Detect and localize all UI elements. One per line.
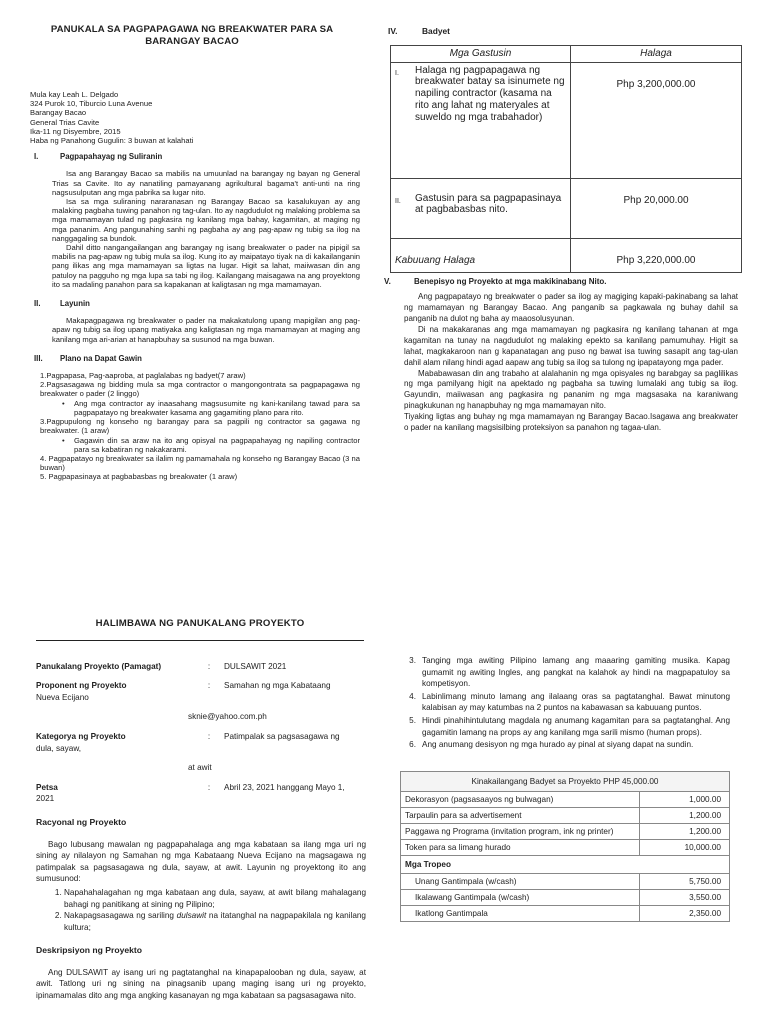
example-title: HALIMBAWA NG PANUKALANG PROYEKTO	[36, 618, 364, 641]
objective-item	[64, 887, 366, 910]
section-title: Plano na Dapat Gawin	[60, 353, 142, 363]
section-heading	[30, 152, 360, 161]
section-body	[30, 316, 360, 344]
budget-amount: 10,000.00	[640, 839, 730, 855]
rule-number: 5.	[409, 715, 416, 725]
section-heading	[30, 299, 360, 308]
budget-row	[391, 62, 742, 178]
budget-total-row	[391, 238, 742, 273]
field-colon: :	[207, 782, 211, 792]
section-heading	[384, 277, 738, 288]
field-label: Petsa	[36, 782, 58, 792]
plan-item: 5. Pagpapasinaya at pagbabasbas ng breakwater (1 araw)	[40, 472, 238, 482]
field-email: sknie@yahoo.com.ph	[188, 712, 267, 722]
budget-category-row	[401, 855, 730, 873]
section-title: Layunin	[60, 299, 90, 309]
field-row	[36, 782, 366, 805]
plan-subitem	[40, 436, 360, 454]
field-label: Proponent ng Proyekto	[36, 681, 127, 691]
proposal-meta	[30, 90, 360, 145]
paragraph: Isa ang Barangay Bacao sa mabilis na umuunlad na barangay ng bayan ng General Trias sa Cavite. Ito ay nanatiling pamayanang agrikultural bagama't anti-unti na ring nagsusulputan ang mga pabrika sa lugar nito.	[52, 169, 360, 197]
paragraph: Di na makakaranas ang mga mamamayan ng pagkasira ng kanilang tahanan at mga kagamitan na tunay na nagdudulot ng malaking epekto sa kanilang pamumuhay. Higit sa lahat, magkakaroon nan g kapanatagan ang puso ng bawat isa tuwing sasapit ang tag-ulan dahil alam nilang hindi agad aapaw ang tubig sa ilog sa tulong ng ipapatayong mga pader.	[404, 324, 738, 367]
field-colon: :	[207, 731, 211, 741]
rule-item	[400, 655, 730, 690]
section-body	[30, 169, 360, 289]
budget-item-text: Gastusin para sa pagpapasinaya at pagbabasbas nito.	[415, 192, 562, 216]
plan-item: 4. Pagpapatayo ng breakwater sa ilalim ng pamamahala ng konseho ng Barangay Bacao (3 na buwan)	[40, 453, 360, 473]
bullet-icon: •	[62, 435, 65, 445]
section-heading	[388, 26, 738, 37]
budget-category: Mga Tropeo	[401, 855, 730, 873]
proposal-title-line: PANUKALA SA PAGPAPAGAWA NG BREAKWATER PARA SA	[50, 24, 334, 35]
budget-total-label: Kabuuang Halaga	[391, 238, 571, 273]
project-budget-table	[400, 771, 730, 922]
plan-item: 2.Pagsasagawa ng bidding mula sa mga contractor o mangongontrata sa pagpapagawa ng breakwater o pader (2 linggo)	[40, 380, 360, 399]
field-colon: :	[207, 661, 211, 671]
budget-col-header: Halaga	[571, 45, 742, 62]
paragraph: Bago lubusang mawalan ng pagpapahalaga ang mga kabataan sa ilang mga uri ng sining ay nilalayon ng Samahan ng mga Kabataang Nueva Ecijano na magsagawa ng patimpalak sa pagsasagawa ng dula, sayaw, at awit. Layunin ng proyektong ito ang sumusunod:	[36, 839, 366, 884]
rule-number: 4.	[409, 691, 416, 701]
rule-number: 6.	[409, 740, 416, 750]
section-number: II.	[34, 299, 41, 309]
rule-text: Tanging mga awiting Pilipino lamang ang maaaring gamiting musika. Kapag gumamit ng awiting Ingles, ang pangkat na kalahok ay hindi na magpapatuloy sa kompetisyon.	[422, 656, 730, 689]
budget-item: Paggawa ng Programa (invitation program, ink ng printer)	[401, 823, 640, 839]
field-label: Panukalang Proyekto (Pamagat)	[36, 661, 162, 671]
description-heading: Deskripsiyon ng Proyekto	[36, 945, 143, 956]
rule-number: 3.	[409, 656, 416, 665]
plan-subitem	[40, 399, 360, 417]
paragraph: Ang DULSAWIT ay isang uri ng pagtatanghal na kinapapalooban ng dula, sayaw, at awit. Tatlong uri ng sining na pinagsanib upang maging isang uri ng proyekto, ipinamamalas dito ang mga angking kasanayan ng mga kabataan sa pagsasagawa nito.	[36, 967, 366, 1001]
section-title: Pagpapahayag ng Suliranin	[60, 152, 163, 162]
objective-text: Napahahalagahan ng mga kabataan ang dula, sayaw, at awit bilang mahalagang bahagi ng panitikang at sining ng Pilipino;	[64, 887, 366, 909]
proposal-title-line: BARANGAY BACAO	[145, 36, 239, 47]
section-number: I.	[34, 152, 39, 162]
budget-item-cell	[391, 178, 571, 238]
objectives-list	[36, 887, 366, 933]
rule-item	[400, 715, 730, 738]
paragraph: Makapagpagawa ng breakwater o pader na makakatulong upang mapigilan ang pag-apaw ng tubig sa ilog upang matiyaka ang kaligtasan ng mga mamamayan at maging ang kanilang mga ari-arian at hanapbuhay sa susunod na mga buwan.	[52, 316, 360, 344]
plan-subitem-text: Ang mga contractor ay inaasahang magsusumite ng kani-kanilang tawad para sa pagpapatayo ng breakwater kasama ang gagamiting plano para rito.	[74, 398, 360, 417]
rule-text: Ang anumang desisyon ng mga hurado ay pinal at siyang dapat na sundin.	[422, 740, 694, 750]
budget-value: Php 20,000.00	[571, 178, 742, 238]
budget-row	[401, 839, 730, 855]
budget-col-header: Mga Gastusin	[391, 45, 571, 62]
rationale-body	[36, 839, 366, 885]
field-colon: :	[207, 681, 211, 691]
section-body	[388, 292, 738, 434]
budget-amount: 2,350.00	[640, 905, 730, 921]
budget-amount: 3,550.00	[640, 889, 730, 905]
meta-line: Ika-11 ng Disyembre, 2015	[30, 126, 121, 136]
objective-text: na itatanghal na nagpapakilala ng kanilang kultura;	[64, 911, 366, 932]
field-row	[36, 661, 366, 673]
budget-item: Unang Gantimpala (w/cash)	[401, 873, 640, 889]
field-value: Abril 23, 2021 hanggang Mayo 1,	[224, 782, 345, 792]
field-value-continued: 2021	[36, 794, 55, 804]
field-row	[36, 680, 366, 723]
section-number: III.	[34, 353, 43, 363]
budget-item: Ikatlong Gantimpala	[401, 905, 640, 921]
meta-line: Haba ng Panahong Gugulin: 3 buwan at kalahati	[30, 136, 194, 146]
budget-row	[401, 873, 730, 889]
budget-header-row	[401, 771, 730, 791]
budget-item: Ikalawang Gantimpala (w/cash)	[401, 889, 640, 905]
plan-list	[30, 371, 360, 481]
budget-row	[391, 178, 742, 238]
budget-header: Kinakailangang Badyet sa Proyekto PHP 45,000.00	[401, 771, 730, 791]
row-number: I.	[395, 69, 399, 77]
paragraph: Dahil ditto nangangailangan ang barangay ng isang breakwater o pader na pipigil sa mabilis na pag-apaw ng tubig mula sa ilog. Kung ito ay maipatayo tiyak na di kakailanganin pang ilikas ang mga mamamayan sa ligtas na lugar. Higit sa lahat, maiiwasan din ang patuloy na pagguho ng mga lupa sa tabi ng ilog. Kailangang maisagawa na ang proyektong ito sa madaling panahon para sa kapakanan at kaligtasan ng mga mamamayan.	[52, 243, 360, 289]
paragraph: Isa sa mga suliraning nararanasan ng Barangay Bacao sa kasalukuyan ay ang malaking pagbaha tuwing panahon ng tag-ulan. Ito ay nagdudulot ng malaking problema sa mga mamamayan tulad ng pagkasira ng kanilang mga bahay, kagamitan, at maging ng mga pananim. Ang pangunahing sanhi ng pagbaha ay ang pag-apaw ng tubig sa ilog na nanggagaling sa bundok.	[52, 197, 360, 243]
field-value: Samahan ng mga Kabataang	[224, 681, 331, 691]
budget-item-cell	[391, 62, 571, 178]
budget-amount: 1,200.00	[640, 823, 730, 839]
budget-item: Token para sa limang hurado	[401, 839, 640, 855]
field-row	[36, 731, 366, 774]
plan-item: 3.Pagpupulong ng konseho ng barangay para sa pagpili ng contractor sa gagawa ng breakwater. (1 araw)	[40, 417, 360, 436]
section-title: Benepisyo ng Proyekto at mga makikinabang Nito.	[414, 277, 607, 287]
field-value: DULSAWIT 2021	[224, 661, 287, 671]
example-left-column	[36, 618, 366, 1002]
field-label: Kategorya ng Proyekto	[36, 731, 126, 741]
budget-amount: 1,000.00	[640, 791, 730, 807]
budget-table	[390, 45, 742, 274]
meta-line: General Trias Cavite	[30, 117, 100, 127]
budget-total-value: Php 3,220,000.00	[571, 238, 742, 273]
meta-line: 324 Purok 10, Tiburcio Luna Avenue	[30, 99, 153, 109]
rule-item	[400, 739, 730, 751]
budget-header-row	[391, 45, 742, 62]
budget-row	[401, 823, 730, 839]
rules-list	[400, 655, 730, 751]
budget-row	[401, 791, 730, 807]
budget-row	[401, 889, 730, 905]
budget-row	[401, 807, 730, 823]
rule-text: Labinlimang minuto lamang ang ilalaang oras sa pagtatanghal. Bawat minutong kalabisan ay may katumbas na 2 puntos na kabawasan sa kabuuang puntos.	[422, 691, 730, 713]
budget-item-text: Halaga ng pagpapagawa ng breakwater batay sa isinumete ng napiling contractor (kasama na rito ang lahat ng materyales at suweldo ng mga trabahador)	[415, 64, 565, 123]
field-value-continued: Nueva Ecijano	[36, 692, 89, 702]
section-number: IV.	[388, 26, 398, 36]
bullet-icon: •	[62, 398, 65, 408]
budget-row	[401, 905, 730, 921]
budget-amount: 5,750.00	[640, 873, 730, 889]
rule-text: Hindi pinahihintulutang magdala ng anumang kagamitan para sa pagtatanghal. Ang gagamitin lamang na props ay ang kanilang mga sarili mismo (human props).	[422, 715, 730, 737]
proposal-right-column	[384, 26, 738, 434]
section-heading	[30, 354, 360, 363]
paragraph: Ang pagpapatayo ng breakwater o pader sa ilog ay magiging kapaki-pakinabang sa lahat ng mamamayan ng Barangay Bacao. Ang panganib sa pagkawala ng buhay dahil sa panganib na dulot ng baha ay maaosolusyunan.	[404, 292, 738, 323]
example-right-column	[400, 655, 730, 922]
row-number: II.	[395, 197, 401, 205]
rationale-heading: Racyonal ng Proyekto	[36, 816, 127, 827]
proposal-title	[30, 24, 360, 48]
objective-item	[64, 910, 366, 933]
meta-line: Mula kay Leah L. Delgado	[30, 90, 119, 99]
meta-line: Barangay Bacao	[30, 108, 87, 118]
field-value: Patimpalak sa pagsasagawa ng	[224, 731, 340, 741]
paragraph: Tiyaking ligtas ang buhay ng mga mamamayan ng Barangay Bacao.Isagawa ang breakwater o pader na kanilang magsisilbing proteksiyon sa panahon ng tagaa-ulan.	[404, 412, 738, 433]
budget-item: Dekorasyon (pagsasaayos ng bulwagan)	[401, 791, 640, 807]
paragraph: Mababawasan din ang trabaho at alalahanin ng mga opisyales ng barabgay sa paglilikas ng mga pamilyang higit na apektado ng pagbaha sa tuwing lumalaki ang tubig sa ilog. Gayundin, maiiwasan ang pagkasira ng pananim ng mga magsasaka na karaniwang pinagkukunan ng hanapbuhay ng mga mamamayan nito.	[404, 368, 738, 411]
budget-amount: 1,200.00	[640, 807, 730, 823]
field-value-continued: dula, sayaw,	[36, 743, 82, 753]
plan-subitem-text: Gagawin din sa araw na ito ang opisyal na pagpapahayag ng napiling contractor para sa kabatiran ng nakakarami.	[74, 435, 360, 454]
budget-value: Php 3,200,000.00	[571, 62, 742, 178]
section-title: Badyet	[422, 26, 450, 36]
plan-item: 1.Pagpapasa, Pag-aaproba, at paglalabas ng badyet(7 araw)	[40, 371, 246, 381]
description-body	[36, 967, 366, 1002]
objective-text: Nakapagsasagawa ng sariling	[64, 911, 174, 921]
budget-item: Tarpaulin para sa advertisement	[401, 807, 640, 823]
section-number: V.	[384, 277, 391, 287]
example-section	[0, 600, 768, 1024]
rule-item	[400, 691, 730, 714]
proposal-left-column	[30, 24, 360, 492]
objective-italic-text: dulsawit	[176, 911, 207, 921]
field-value-continued: at awit	[188, 763, 212, 773]
